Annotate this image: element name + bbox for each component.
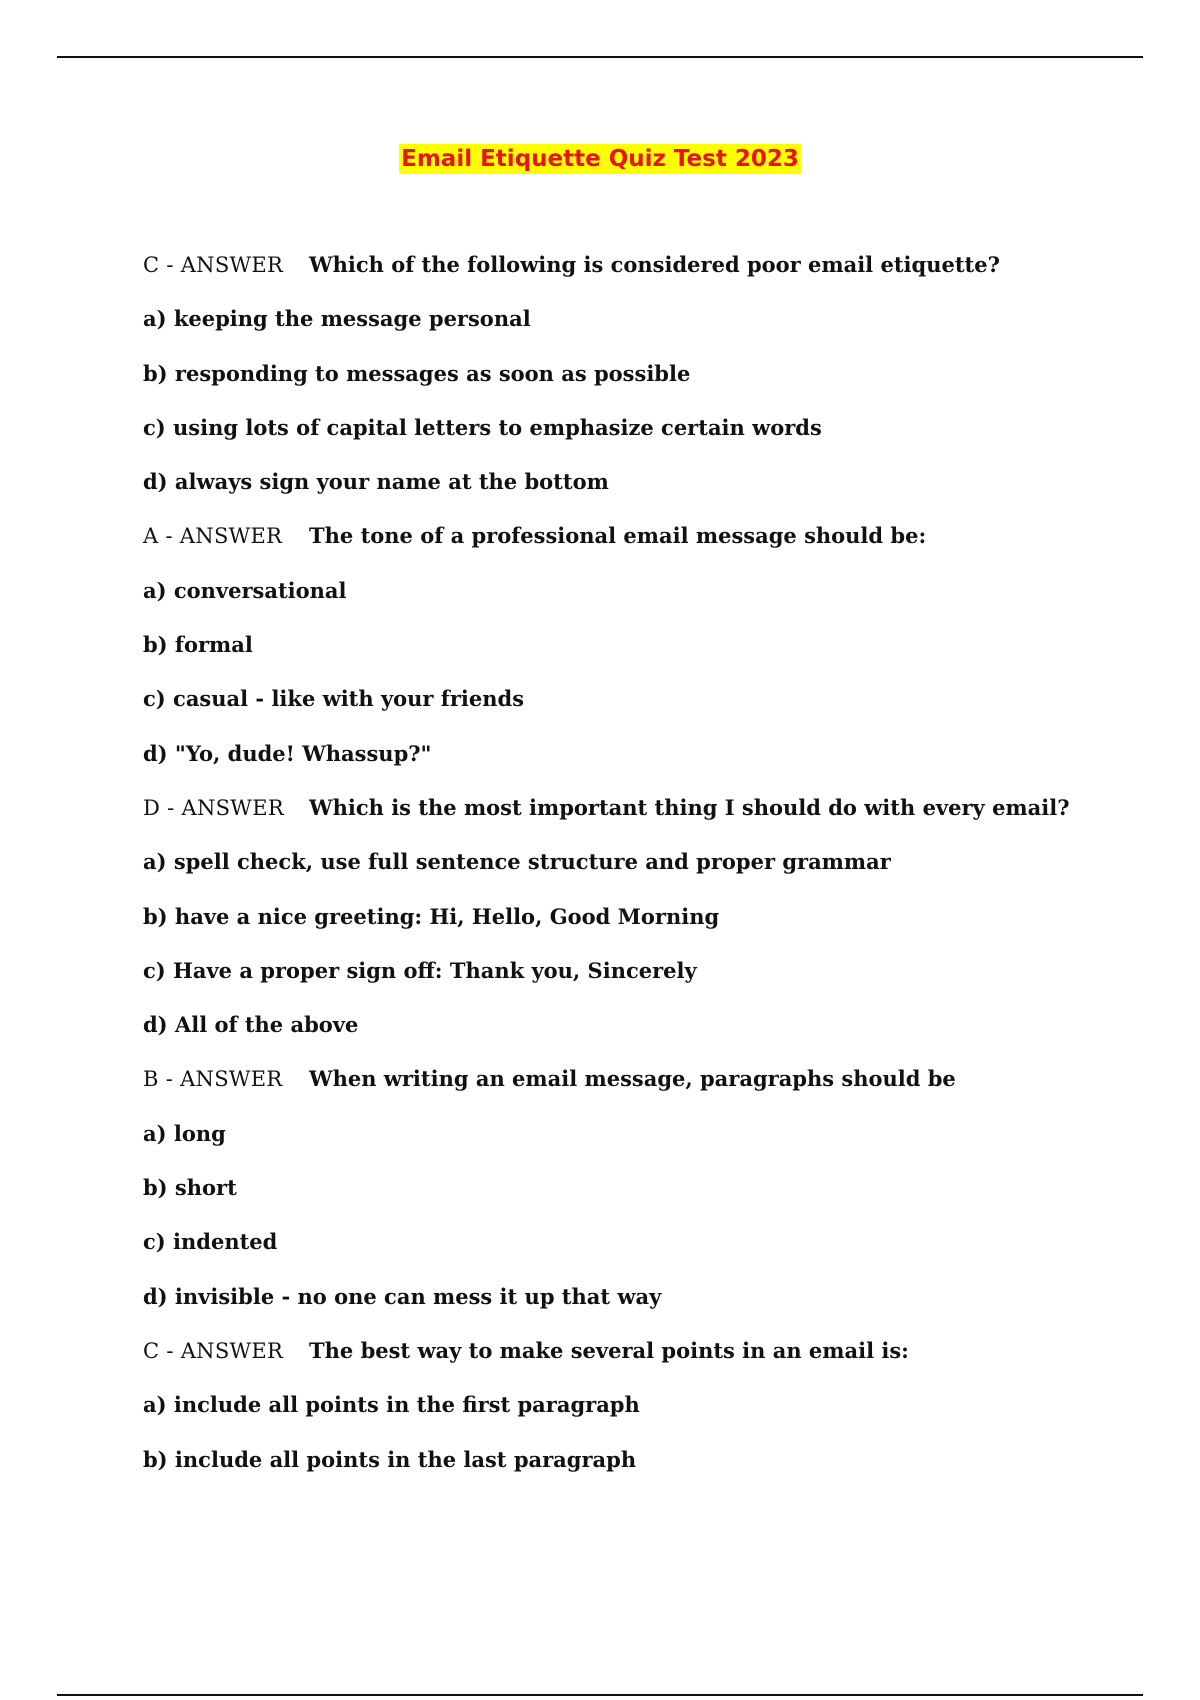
- quiz-content: [143, 251, 1143, 1500]
- answer-label: C - ANSWER: [143, 253, 284, 277]
- option-line: b) include all points in the last paragraph: [143, 1446, 637, 1472]
- question-text: Which is the most important thing I should do with every email?: [309, 794, 1070, 820]
- bottom-rule: [57, 1694, 1143, 1696]
- option-line: b) formal: [143, 632, 253, 658]
- top-rule: [57, 56, 1143, 58]
- option-line: d) invisible - no one can mess it up that way: [143, 1283, 662, 1309]
- option-line: c) casual - like with your friends: [143, 686, 525, 712]
- option-line: d) "Yo, dude! Whassup?": [143, 740, 432, 766]
- option-line: a) keeping the message personal: [143, 306, 531, 332]
- option-line: d) always sign your name at the bottom: [143, 469, 609, 495]
- title-container: [0, 144, 1200, 174]
- option-line: c) using lots of capital letters to emphasize certain words: [143, 414, 822, 440]
- option-line: c) indented: [143, 1229, 278, 1255]
- option-line: a) include all points in the first paragraph: [143, 1392, 640, 1418]
- question-line: [143, 794, 1143, 848]
- option-line: a) conversational: [143, 577, 347, 603]
- document-title: Email Etiquette Quiz Test 2023: [401, 146, 799, 172]
- question-text: Which of the following is considered poor email etiquette?: [309, 252, 1000, 277]
- question-text: The best way to make several points in an email is:: [309, 1337, 909, 1363]
- question-line: [143, 1065, 1143, 1119]
- question-line: [143, 522, 1143, 576]
- question-line: [143, 251, 1143, 305]
- question-line: [143, 1337, 1143, 1391]
- option-line: b) have a nice greeting: Hi, Hello, Good Morning: [143, 903, 720, 929]
- option-line: d) All of the above: [143, 1012, 359, 1038]
- option-line: b) short: [143, 1175, 237, 1201]
- question-text: The tone of a professional email message should be:: [309, 523, 927, 549]
- option-line: a) long: [143, 1120, 226, 1146]
- answer-label: D - ANSWER: [143, 795, 284, 820]
- question-text: When writing an email message, paragraphs should be: [309, 1066, 956, 1092]
- answer-label: C - ANSWER: [143, 1338, 284, 1363]
- answer-label: A - ANSWER: [143, 524, 283, 549]
- option-line: c) Have a proper sign off: Thank you, Sincerely: [143, 957, 697, 983]
- answer-label: B - ANSWER: [143, 1067, 283, 1092]
- option-line: a) spell check, use full sentence structure and proper grammar: [143, 849, 891, 875]
- option-line: b) responding to messages as soon as possible: [143, 360, 691, 386]
